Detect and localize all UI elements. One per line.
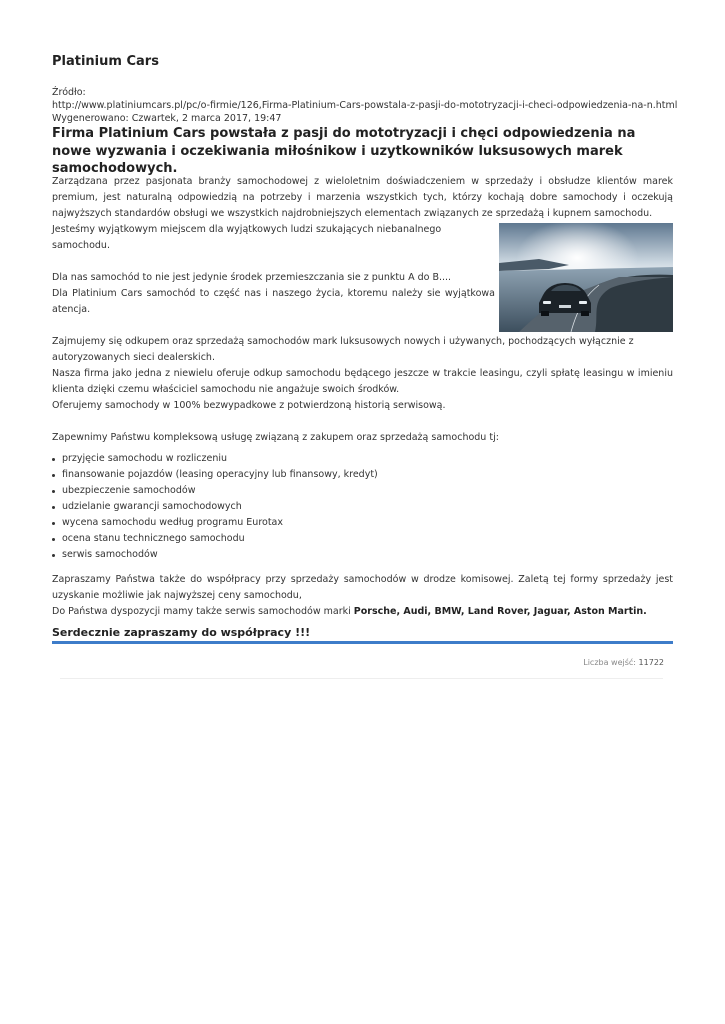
- visit-counter-label: Liczba wejść:: [583, 658, 636, 667]
- paragraph-service-brands: [52, 604, 673, 620]
- paragraph-buying: Zajmujemy się odkupem oraz sprzedażą samochodów mark luksusowych nowych i używanych, pochodzących wyłącznie z autoryzowanych sieci dealerskich.: [52, 336, 634, 363]
- list-item: wycena samochodu według programu Eurotax: [62, 515, 673, 531]
- site-title: Platinium Cars: [52, 54, 159, 69]
- list-item: ocena stanu technicznego samochodu: [62, 531, 673, 547]
- car-photo: [499, 223, 673, 332]
- list-item: finansowanie pojazdów (leasing operacyjny lub finansowy, kredyt): [62, 467, 673, 483]
- article-body: [52, 174, 673, 620]
- invitation-heading: Serdecznie zapraszamy do współpracy !!!: [52, 626, 311, 639]
- paragraph-leasing: Nasza firma jako jedna z niewielu oferuje odkup samochodu będącego jeszcze w trakcie leasingu, czyli spłatę leasingu w imieniu klienta dzięki czemu właściciel samochodu nie angażuje swoich środków.: [52, 368, 673, 395]
- visit-counter: [583, 658, 664, 667]
- service-prefix: Do Państwa dyspozycji mamy także serwis samochodów marki: [52, 606, 351, 617]
- paragraph-services-intro: Zapewnimy Państwu kompleksową usługę związaną z zakupem oraz sprzedażą samochodu tj:: [52, 432, 499, 443]
- list-item: ubezpieczenie samochodów: [62, 483, 673, 499]
- accent-divider: [52, 641, 673, 644]
- source-label: Źródło:: [52, 87, 86, 98]
- list-item: przyjęcie samochodu w rozliczeniu: [62, 451, 673, 467]
- services-list: [52, 451, 673, 563]
- footer-divider: [60, 678, 663, 679]
- paragraph-intro: Zarządzana przez pasjonata branży samochodowej z wieloletnim doświadczeniem w sprzedaży i obsłudze klientów marek premium, jest naturalną odpowiedzią na potrzeby i marzenia wszystkich tych, którzy kochają dobre samochody i oczekują najwyższych standardów obsługi we wszystkich najdrobniejszych elementach związanych ze sprzedażą i kupnem samochodu.: [52, 176, 673, 219]
- visit-counter-value: 11722: [638, 658, 664, 667]
- paragraph-not-just-transport: Dla nas samochód to nie jest jedynie środek przemieszczania sie z punktu A do B....: [52, 272, 452, 283]
- list-item: udzielanie gwarancji samochodowych: [62, 499, 673, 515]
- paragraph-unique-place: Jesteśmy wyjątkowym miejscem dla wyjątkowych ludzi szukających niebanalnego samochodu.: [52, 224, 442, 251]
- service-brands: Porsche, Audi, BMW, Land Rover, Jaguar, Aston Martin.: [353, 606, 647, 617]
- source-url: http://www.platiniumcars.pl/pc/o-firmie/126,Firma-Platinium-Cars-powstala-z-pasji-do-mototryzacji-i-checi-odpowiedzenia-na-n.html: [52, 100, 678, 111]
- document-meta: [52, 86, 692, 125]
- paragraph-accident-free: Oferujemy samochody w 100% bezwypadkowe z potwierdzoną historią serwisową.: [52, 400, 446, 411]
- paragraph-commission: Zapraszamy Państwa także do współpracy przy sprzedaży samochodów w drodze komisowej. Zaletą tej formy sprzedaży jest uzyskanie możliwie jak najwyższej ceny samochodu,: [52, 574, 673, 601]
- article-headline: Firma Platinium Cars powstała z pasji do mototryzacji i chęci odpowiedzenia na nowe wyzwania i oczekiwania miłośnikow i uzytkowników luksusowych marek samochodowych.: [52, 126, 636, 176]
- generated-date: Wygenerowano: Czwartek, 2 marca 2017, 19:47: [52, 113, 282, 124]
- paragraph-part-of-life: Dla Platinium Cars samochód to część nas i naszego życia, ktoremu należy sie wyjątkowa atencja.: [52, 288, 495, 315]
- list-item: serwis samochodów: [62, 547, 673, 563]
